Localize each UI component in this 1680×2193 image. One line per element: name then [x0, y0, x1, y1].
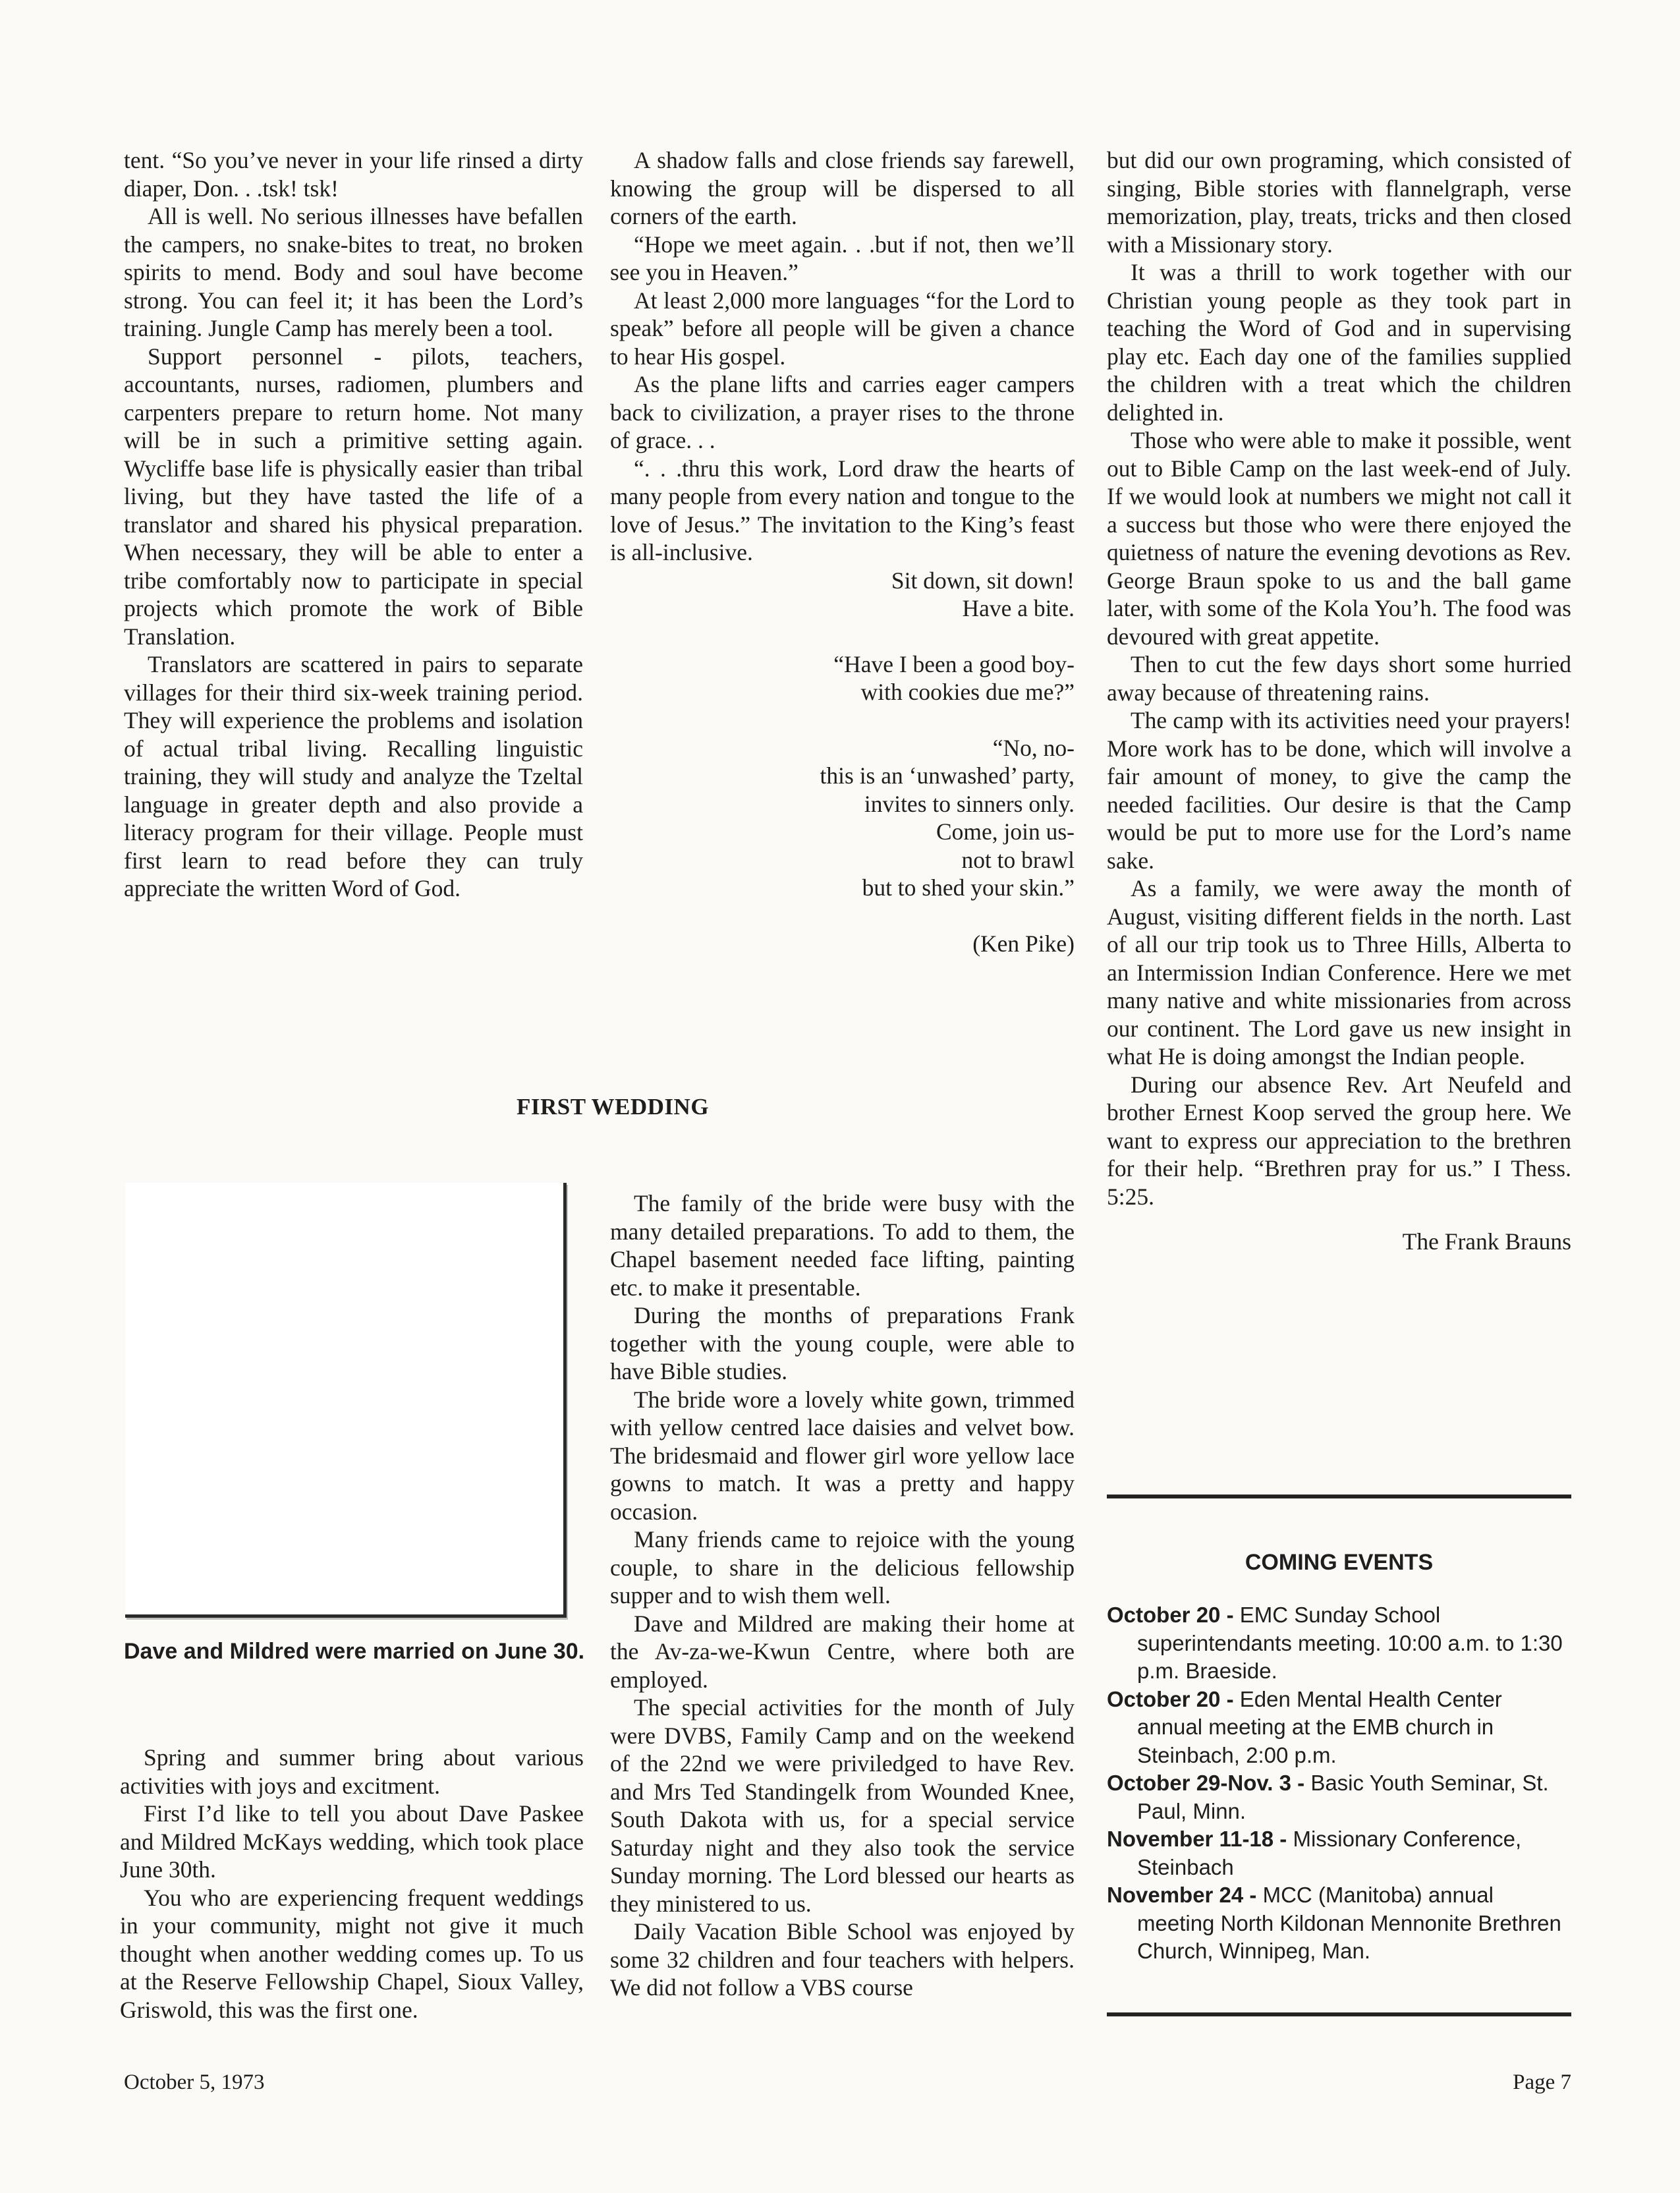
paragraph: Translators are scattered in pairs to separate villages for their third six-week training period. They will experience the problems and isolation of actual tribal living. Recalling linguistic training, they will study and analyze the Tzeltal language in greater depth and also provide a literacy program for their village. People must first learn to read before they can truly appreciate the written Word of God. [124, 651, 583, 901]
paragraph: As the plane lifts and carries eager campers back to civilization, a prayer rises to the throne of grace. . . [610, 371, 1075, 453]
event-text: EMC Sunday School superintendants meeting. 10:00 a.m. to 1:30 p.m. Braeside. [1137, 1603, 1563, 1683]
paragraph: It was a thrill to work together with our Christian young people as they took part in teaching the Word of God and in supervising play etc. Each day one of the families supplied the children with a treat which the children delighted in. [1107, 259, 1571, 426]
poem [610, 567, 1075, 958]
paragraph: A shadow falls and close friends say farewell, knowing the group will be dispersed to all corners of the earth. [610, 147, 1075, 229]
paragraph: During the months of preparations Frank together with the young couple, were able to have Bible studies. [610, 1302, 1075, 1384]
event-item [1107, 1881, 1571, 1966]
paragraph: During our absence Rev. Art Neufeld and brother Ernest Koop served the group here. We want to express our appreciation to the brethren for their help. “Brethren pray for us.” I Thess. 5:25. [1107, 1071, 1571, 1210]
event-date: October 20 - [1107, 1686, 1234, 1711]
paragraph: The family of the bride were busy with the many detailed preparations. To add to them, the Chapel basement needed face lifting, painting etc. to make it presentable. [610, 1190, 1075, 1301]
signature: The Frank Brauns [1402, 1228, 1571, 1255]
event-item [1107, 1686, 1571, 1770]
wedding-photo [125, 1183, 567, 1618]
paragraph: As a family, we were away the month of August, visiting different fields in the north. Last of all our trip took us to Three Hills, Alberta to an Intermission Indian Conference. Here we met many native and white missionaries from across our continent. The Lord gave us new insight in what He is doing amongst the Indian people. [1107, 875, 1571, 1069]
paragraph: At least 2,000 more languages “for the Lord to speak” before all people will be given a chance to hear His gospel. [610, 287, 1075, 370]
article-left-column [124, 146, 583, 903]
page-number: Page 7 [1513, 2070, 1571, 2094]
poem-line: Have a bite. [962, 595, 1075, 621]
poem-line: Sit down, sit down! [891, 567, 1075, 594]
event-text: MCC (Manitoba) annual meeting North Kildonan Mennonite Brethren Church, Winnipeg, Man. [1137, 1883, 1561, 1963]
paragraph: Spring and summer bring about various activities with joys and excitment. [120, 1744, 584, 1799]
paragraph: Daily Vacation Bible School was enjoyed by some 32 children and four teachers with helpers. We did not follow a VBS course [610, 1918, 1075, 2001]
events-title: COMING EVENTS [1245, 1550, 1434, 1575]
event-item [1107, 1769, 1571, 1825]
footer-date: October 5, 1973 [124, 2070, 265, 2094]
event-text: Basic Youth Seminar, St. Paul, Minn. [1137, 1771, 1549, 1823]
paragraph: The camp with its activities need your prayers! More work has to be done, which will involve a fair amount of money, to give the camp the needed facilities. Our desire is that the Camp would be put to more use for the Lord’s name sake. [1107, 707, 1571, 874]
paragraph: First I’d like to tell you about Dave Paskee and Mildred McKays wedding, which took place June 30th. [120, 1800, 584, 1883]
paragraph: “. . .thru this work, Lord draw the hearts of many people from every nation and tongue to the love of Jesus.” The invitation to the King’s feast is all-inclusive. [610, 455, 1075, 565]
event-item [1107, 1601, 1571, 1686]
paragraph: Those who were able to make it possible, went out to Bible Camp on the last week-end of July. If we would look at numbers we might not call it a success but those who were there enjoyed the quietness of nature the evening devotions as Rev. George Braun spoke to us and the ball game later, with some of the Kola You’h. The food was devoured with great appetite. [1107, 427, 1571, 650]
wedding-middle-column [610, 1189, 1075, 2002]
events-list [1107, 1601, 1571, 1966]
wedding-left-column [120, 1744, 584, 2024]
paragraph: Many friends came to rejoice with the young couple, to share in the delicious fellowship supper and to wish them well. [610, 1526, 1075, 1609]
event-date: November 24 - [1107, 1883, 1257, 1907]
poem-line: not to brawl [961, 846, 1075, 873]
article-right-column [1107, 146, 1571, 1256]
divider-top [1107, 1495, 1571, 1498]
paragraph: Dave and Mildred are making their home at the Av-za-we-Kwun Centre, where both are employed. [610, 1610, 1075, 1693]
event-item [1107, 1825, 1571, 1881]
event-text: Eden Mental Health Center annual meeting at the EMB church in Steinbach, 2:00 p.m. [1137, 1686, 1502, 1767]
section-title: FIRST WEDDING [516, 1094, 710, 1120]
event-text: Missionary Conference, Steinbach [1137, 1827, 1522, 1879]
divider-bottom [1107, 2012, 1571, 2016]
poem-line: with cookies due me?” [860, 679, 1075, 705]
poem-line: “Have I been a good boy- [833, 650, 1075, 677]
paragraph: “Hope we meet again. . .but if not, then we’ll see you in Heaven.” [610, 231, 1075, 285]
poem-line: this is an ‘unwashed’ party, [820, 762, 1075, 789]
poem-line: “No, no- [992, 734, 1075, 761]
article-middle-column [610, 146, 1075, 957]
poem-line: but to shed your skin.” [862, 874, 1075, 901]
photo-caption: Dave and Mildred were married on June 30. [124, 1639, 585, 1664]
paragraph: tent. “So you’ve never in your life rinsed a dirty diaper, Don. . .tsk! tsk! [124, 147, 583, 202]
paragraph: All is well. No serious illnesses have befallen the campers, no snake-bites to treat, no broken spirits to mend. Body and soul have become strong. You can feel it; it has been the Lord’s training. Jungle Camp has merely been a tool. [124, 203, 583, 341]
paragraph: You who are experiencing frequent weddings in your community, might not give it much thought when another wedding comes up. To us at the Reserve Fellowship Chapel, Sioux Valley, Griswold, this was the first one. [120, 1884, 584, 2023]
paragraph: but did our own programing, which consisted of singing, Bible stories with flannelgraph, verse memorization, play, treats, tricks and then closed with a Missionary story. [1107, 147, 1571, 258]
poem-line: Come, join us- [936, 818, 1075, 845]
event-date: October 29-Nov. 3 - [1107, 1771, 1305, 1795]
paragraph: The bride wore a lovely white gown, trimmed with yellow centred lace daisies and velvet bow. The bridesmaid and flower girl wore yellow lace gowns to match. It was a pretty and happy occasion. [610, 1386, 1075, 1525]
event-date: November 11-18 - [1107, 1827, 1287, 1851]
paragraph: The special activities for the month of July were DVBS, Family Camp and on the weekend of the 22nd we were priviledged to have Rev. and Mrs Ted Standingelk from Wounded Knee, South Dakota with us, for a special service Saturday night and they also took the service Sunday morning. The Lord blessed our hearts as they ministered to us. [610, 1694, 1075, 1917]
paragraph: Then to cut the few days short some hurried away because of threatening rains. [1107, 651, 1571, 706]
event-date: October 20 - [1107, 1603, 1234, 1627]
poem-line: invites to sinners only. [864, 790, 1075, 817]
paragraph: Support personnel - pilots, teachers, accountants, nurses, radiomen, plumbers and carpenters prepare to return home. Not many will be in such a primitive setting again. Wycliffe base life is physically easier than tribal living, but they have tasted the life of a translator and shared his physical preparation. When necessary, they will be able to enter a tribe comfortably now to participate in special projects which promote the work of Bible Translation. [124, 343, 583, 650]
poem-author: (Ken Pike) [972, 930, 1075, 957]
